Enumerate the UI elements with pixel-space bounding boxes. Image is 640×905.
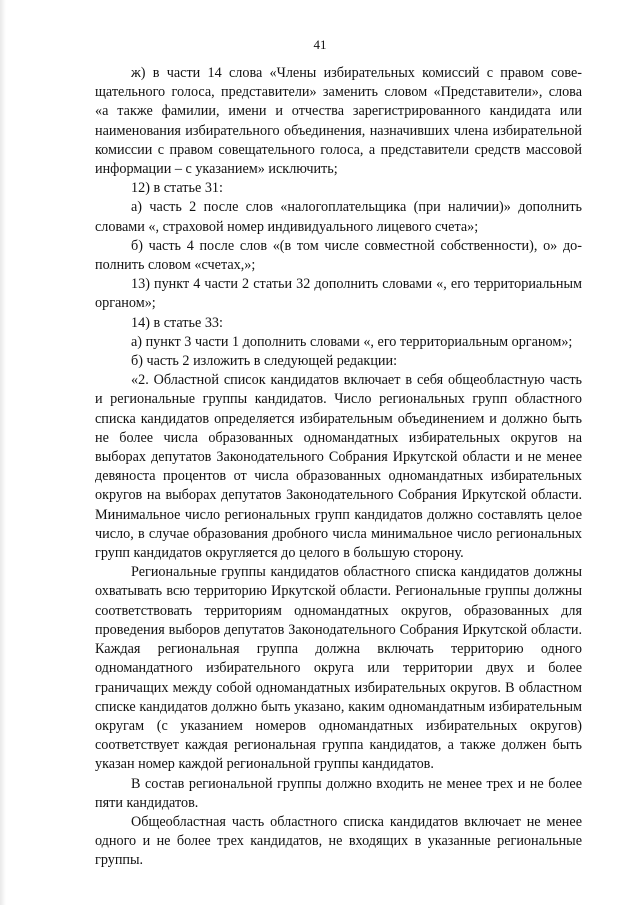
paragraph-group-size: В состав региональной группы должно входить не менее трех и не более пяти кандидатов. [95, 775, 582, 811]
paragraph-item-12b: б) часть 4 после слов «(в том числе совместной собственности), о» дополнить словом «счетах,»; [95, 237, 582, 274]
document-body [95, 64, 582, 871]
paragraph-part-2: «2. Областной список кандидатов включает в себя общеобластную часть и региональные группы кандидатов. Число региональных групп областного списка кандидатов определяется избирательным объединением и должно быть не более числа образованных одномандатных избирательных округов на выборах депутатов Законодательного Собрания Иркутской области и не менее девяноста процентов от числа образованных одномандатных избирательных округов на выборах депутатов Законодательного Собрания Иркутской области. Минимальное число региональных групп кандидатов должно составлять целое число, в случае образования дробного числа минимальное число региональных групп кандидатов округляется до целого в большую сторону. [95, 372, 582, 562]
paragraph-item-14: 14) в статье 33: [131, 314, 223, 331]
page-number: 41 [313, 37, 327, 52]
scan-edge-shadow [0, 0, 6, 905]
paragraph-item-12a: а) часть 2 после слов «налогоплательщика (при наличии)» дополнить словами «, страховой номер индивидуального лицевого счета»; [95, 199, 582, 235]
paragraph-general-part: Общеобластная часть областного списка кандидатов включает не менее одного и не более трех кандидатов, не входящих в указанные региональные группы. [95, 813, 582, 869]
paragraph-item-12: 12) в статье 31: [131, 180, 223, 197]
paragraph-item-14b: б) часть 2 изложить в следующей редакции: [131, 353, 398, 370]
paragraph-item-zh: ж) в части 14 слова «Члены избирательных комиссий с правом совещательного голоса, представители» заменить словом «Представители», слова «а также фамилии, имени и отчества зарегистрированного кандидата или наименования избирательного объединения, назначивших члена избирательной комиссии с правом совещательного голоса, а представители средств массовой информации – с указанием» исключить; [95, 65, 582, 178]
paragraph-regional-groups: Региональные группы кандидатов областного списка кандидатов должны охватывать всю территорию Иркутской области. Региональные группы должны соответствовать территориям одномандатных округов, образованных для проведения выборов депутатов Законодательного Собрания Иркутской области. Каждая региональная группа должна включать территорию одного одномандатного избирательного округа или территории двух и более граничащих между собой одномандатных избирательных округов. В областном списке кандидатов должно быть указано, каким одномандатным избирательным округам (с указанием номеров одномандатных избирательных округов) соответствует каждая региональная группа кандидатов, а также должен быть указан номер каждой региональной группы кандидатов. [95, 564, 582, 773]
paragraph-item-14a: а) пункт 3 части 1 дополнить словами «, его территориальным органом»; [131, 333, 573, 350]
paragraph-item-13: 13) пункт 4 части 2 статьи 32 дополнить словами «, его территориальным органом»; [95, 276, 582, 312]
